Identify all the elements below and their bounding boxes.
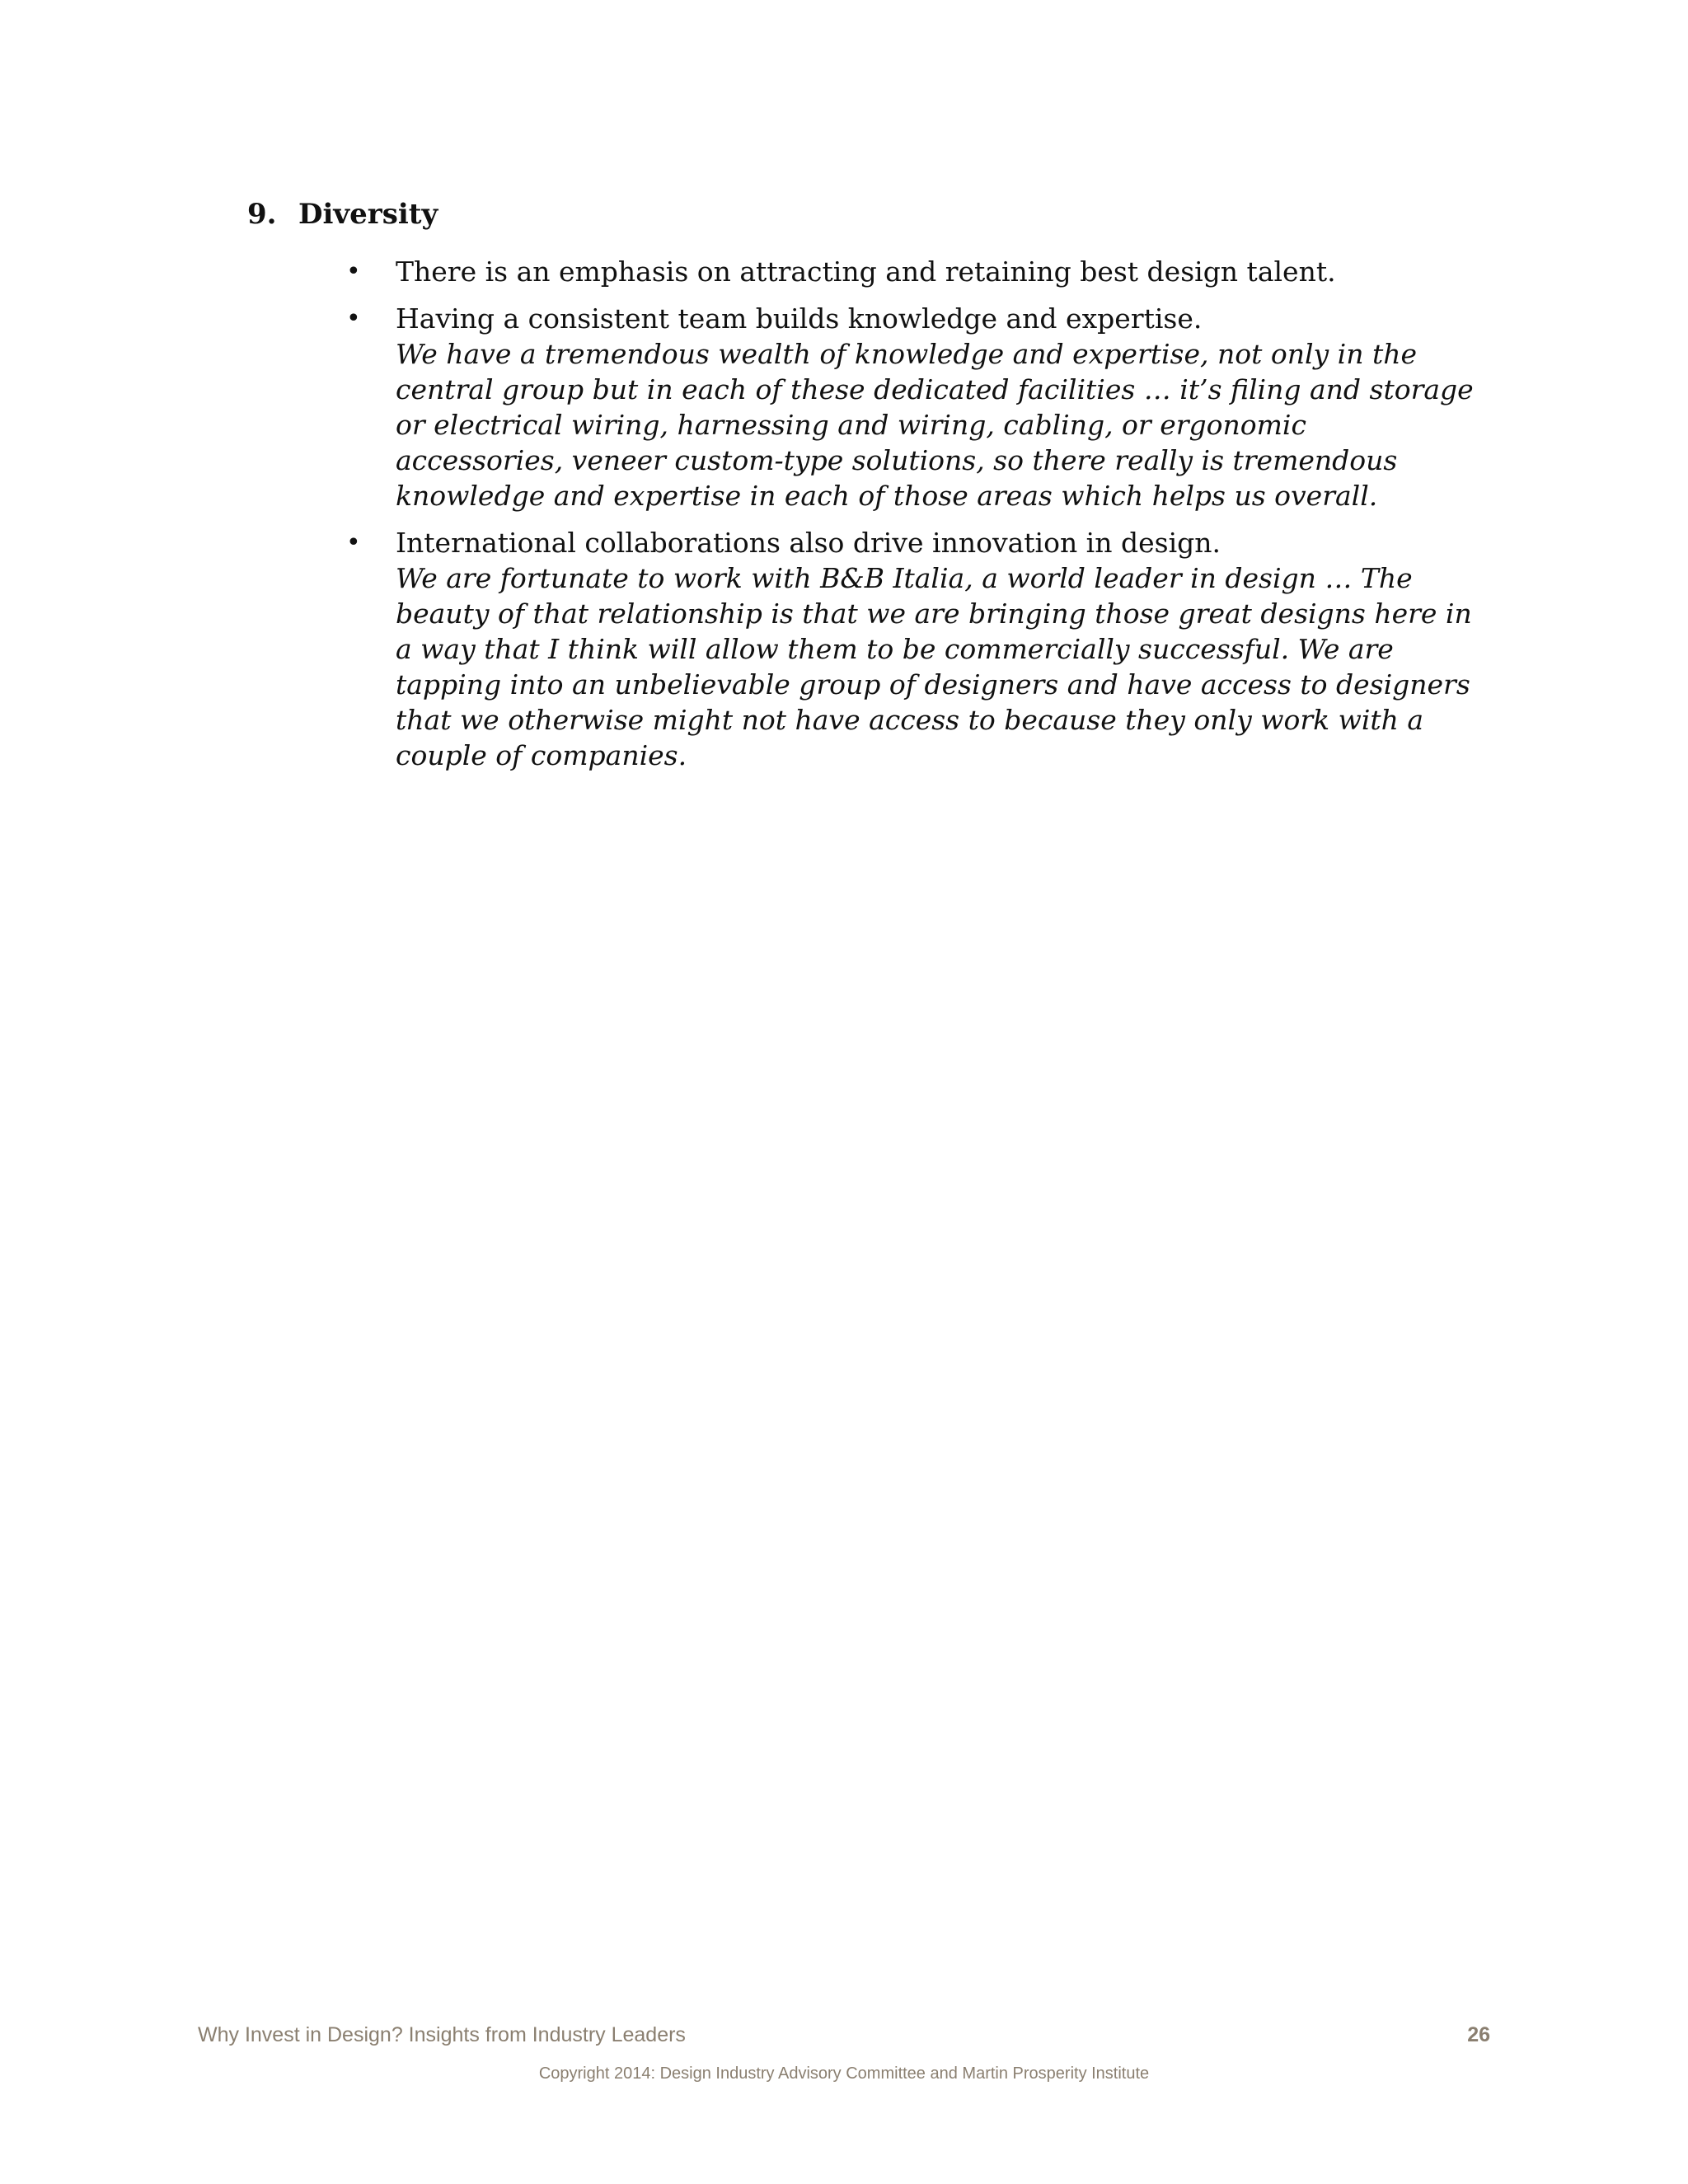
bullet-quote: We have a tremendous wealth of knowledge and expertise, not only in the central group but in each of these dedicated facilities … it’s filing and storage or electrical wiring, harnessing and wiring, cabling, or ergonomic accessories, veneer custom-type solutions, so there really is tremendous knowledge and expertise in each of those areas which helps us overall. (396, 338, 1474, 512)
section-number: 9. (247, 198, 277, 231)
bullet-marker: • (346, 304, 361, 333)
section-title: Diversity (298, 198, 438, 231)
bullet-item (346, 254, 1484, 289)
bullet-text: International collaborations also drive innovation in design. (396, 527, 1221, 559)
bullet-item (346, 525, 1484, 773)
bullet-body (396, 254, 1475, 289)
bullet-text: Having a consistent team builds knowledge and expertise. (396, 302, 1203, 335)
footer-title: Why Invest in Design? Insights from Industry Leaders (198, 2023, 686, 2046)
copyright-notice: Copyright 2014: Design Industry Advisory Committee and Martin Prosperity Institute (538, 2064, 1150, 2083)
page-number: 26 (1467, 2023, 1490, 2046)
bullet-marker: • (346, 257, 361, 286)
bullet-text: There is an emphasis on attracting and retaining best design talent. (396, 255, 1336, 288)
bullet-quote: We are fortunate to work with B&B Italia, a world leader in design … The beauty of that relationship is that we are bringing those great designs here in a way that I think will allow them to be commercially successful. We are tapping into an unbelievable group of designers and have access to designers that we otherwise might not have access to because they only work with a couple of companies. (396, 562, 1472, 771)
bullet-list (247, 254, 1484, 773)
bullet-body (396, 301, 1475, 513)
bullet-marker: • (346, 528, 361, 557)
bullet-item (346, 301, 1484, 513)
diversity-section (247, 194, 1484, 785)
bullet-body (396, 525, 1475, 773)
section-heading (247, 194, 1484, 234)
